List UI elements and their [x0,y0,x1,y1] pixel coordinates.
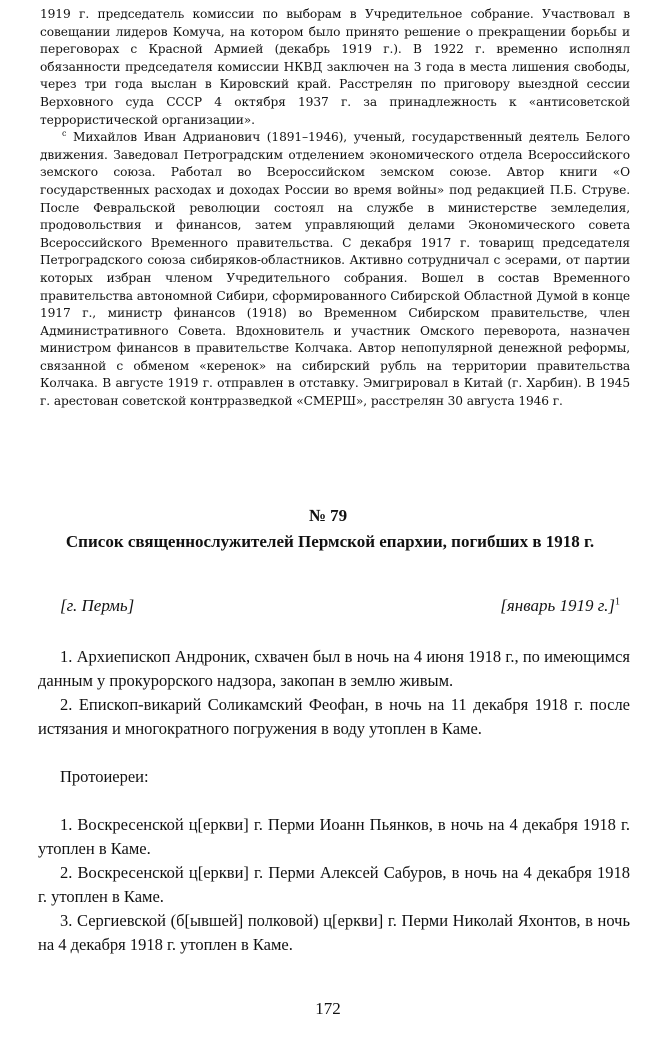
footnote-continuation: 1919 г. председатель комиссии по выборам в Учредительное собрание. Участвовал в совещании лидеров Комуча, на котором было принято решение о прекращении борьбы и переговорах с Красной Армией (декабрь 1919 г.). В 1922 г. временно исполнял обязанности председателя комиссии НКВД заключен на 3 года в места лишения свободы, через три года выслан в Кировский край. Расстрелян по приговору выездной сессии Верховного суда СССР 4 октября 1937 г. за принадлежность к «антисоветской террористической организации». [40,7,630,127]
list-item: 1. Воскресенской ц[еркви] г. Перми Иоанн Пьянков, в ночь на 4 декабря 1918 г. утоплен в Каме. [38,815,630,858]
page-number: 172 [315,999,341,1018]
document-place: [г. Пермь] [60,596,135,615]
list-item: 3. Сергиевской (б[ывшей] полковой) ц[еркви] г. Перми Николай Яхонтов, в ночь на 4 декабря 1918 г. утоплен в Каме. [38,911,630,954]
footnote-mark: с [62,129,67,139]
footnote-mikhailov-text: Михайлов Иван Адрианович (1891–1946), ученый, государственный деятель Белого движения. Заведовал Петроградским отделением экономического отдела Всероссийского земского союза. Работал во Всероссийском земском союзе. Автор книги «О государственных расходах и доходах России во время войны» под редакцией П.Б. Струве. После Февральской революции состоял на службе в министерстве земледелия, продовольствия и финансов, затем управляющий делами Экономического совета Всероссийского Временного правительства. С декабря 1917 г. товарищ председателя Петроградского союза сибиряков-областников. Активно сотрудничал с эсерами, от партии которых избран членом Учредительного собрания. Вошел в состав Временного правительства автономной Сибири, сформированного Сибирской Областной Думой в конце 1917 г., министр финансов (1918) во Временном Сибирском правительстве, член Административного Совета. Вдохновитель и участник Омского переворота, назначен министром финансов в правительстве Колчака. Автор непопулярной денежной реформы, связанной с обменом «керенок» на сибирский рубль на территории правительства Колчака. В августе 1919 г. отправлен в отставку. Эмигрировал в Китай (г. Харбин). В 1945 г. арестован советской контрразведкой «СМЕРШ», расстрелян 30 августа 1946 г. [40,130,630,409]
document-date [500,596,620,616]
date-footnote-mark: 1 [615,596,620,608]
section-heading: Протоиереи: [60,767,149,786]
list-item: 2. Епископ-викарий Соликамский Феофан, в ночь на 11 декабря 1918 г. после истязания и многократного погружения в воду утоплен в Каме. [38,695,630,738]
footnotes-block [40,6,630,411]
document-number: № 79 [308,506,348,525]
document-date-text: [январь 1919 г.] [500,596,615,615]
document-title: Список священнослужителей Пермской епархии, погибших в 1918 г. [65,532,595,551]
document-body [38,645,630,957]
list-item: 2. Воскресенской ц[еркви] г. Перми Алексей Сабуров, в ночь на 4 декабря 1918 г. утоплен в Каме. [38,863,630,906]
list-item: 1. Архиепископ Андроник, схвачен был в ночь на 4 июня 1918 г., по имеющимся данным у прокурорского надзора, закопан в землю живым. [38,647,630,690]
footnote-mikhailov [40,129,630,411]
